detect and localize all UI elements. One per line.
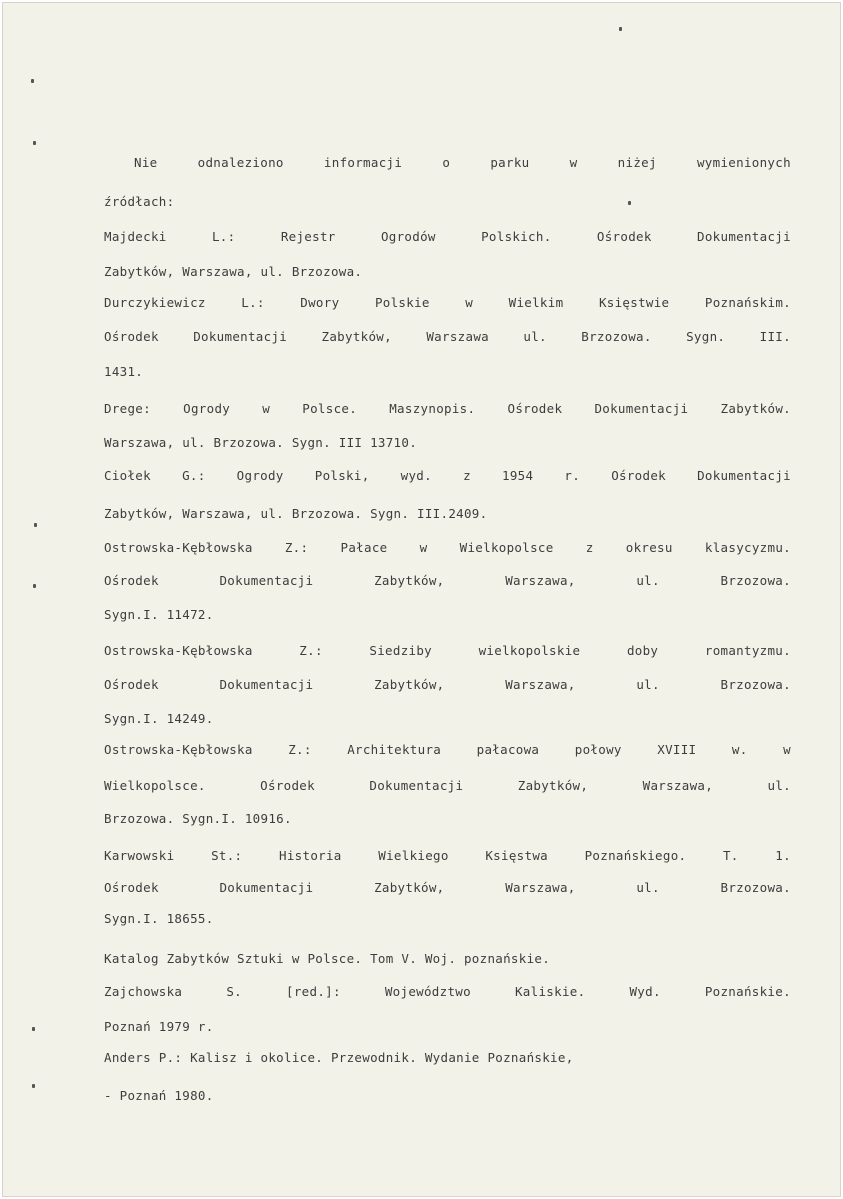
document-word: Wyd. [629,984,661,999]
document-word: Karwowski [104,848,175,863]
document-word: romantyzmu. [704,643,791,658]
document-word: Brzozowa. [720,573,791,588]
document-word: T. [722,848,739,863]
document-word: Warszawa, [505,573,576,588]
document-word: Ośrodek [104,677,159,692]
document-word: pałacowa [476,742,540,757]
document-word: Polski, [314,468,370,483]
document-word: Dokumentacji [193,329,288,344]
document-word: Zabytków, [374,880,445,895]
document-page [2,2,841,1197]
document-word: ul. [523,329,547,344]
document-word: Warszawa [426,329,489,344]
document-word: Ośrodek [611,468,666,483]
document-line [104,571,791,591]
document-word: III. [759,329,791,344]
document-word: Maszynopis. [389,401,476,416]
document-line [104,641,791,661]
document-word: Pałace [340,540,388,555]
document-word: Siedziby [369,643,432,658]
document-word: Warszawa, [505,880,576,895]
document-line: Katalog Zabytków Sztuki w Polsce. Tom V. Woj. poznańskie. [104,951,551,966]
document-word: Durczykiewicz [104,295,206,310]
document-word: z [585,540,594,555]
document-line: Sygn.I. 11472. [104,607,214,622]
document-word: Sygn. [686,329,726,344]
document-line: źródłach: [104,194,175,209]
document-line: Brzozowa. Sygn.I. 10916. [104,811,292,826]
document-word: r. [564,468,581,483]
document-word: połowy [574,742,622,757]
document-word: Zabytków, [321,329,392,344]
document-word: klasycyzmu. [704,540,791,555]
document-word: Ogrody [236,468,284,483]
document-line: Poznań 1979 r. [104,1019,214,1034]
document-word: Dokumentacji [369,778,464,793]
document-word: Warszawa, [642,778,714,793]
document-line [104,293,791,313]
document-word: Warszawa, [505,677,576,692]
document-word: Dokumentacji [219,677,314,692]
document-word: Z.: [288,742,312,757]
document-word: [red.]: [286,984,341,999]
document-word: ul. [767,778,791,793]
scan-speck [619,27,622,31]
document-word: Dokumentacji [697,468,791,483]
document-line: Zabytków, Warszawa, ul. Brzozowa. [104,264,363,279]
document-word: Rejestr [280,229,336,244]
document-word: Zabytków. [720,401,791,416]
document-word: Dwory [300,295,340,310]
document-word: Ośrodek [596,229,652,244]
document-word: Wielkopolsce. [104,778,206,793]
document-word: Ciołek [104,468,151,483]
document-word: Ogrody [183,401,231,416]
document-word: Ostrowska-Kębłowska [104,742,253,757]
document-word: Ośrodek [104,573,159,588]
document-word: Zabytków, [374,573,445,588]
document-word: Zabytków, [374,677,445,692]
document-word: Dokumentacji [594,401,689,416]
document-word: okresu [625,540,673,555]
document-word: informacji [323,155,403,170]
document-word: Zajchowska [104,984,183,999]
document-word: w [262,401,271,416]
document-word: Ośrodek [104,329,159,344]
document-word: o [442,155,451,170]
scan-speck [628,201,631,205]
document-word: niżej [617,155,657,170]
document-word: Księstwa [485,848,548,863]
document-word: Z.: [284,540,309,555]
document-line: Anders P.: Kalisz i okolice. Przewodnik. Wydanie Poznańskie, [104,1050,574,1065]
document-word: Brzozowa. [720,677,791,692]
document-word: Poznańskie. [704,984,791,999]
document-line [104,982,791,1002]
document-word: 1. [775,848,791,863]
document-word: Kaliskie. [514,984,586,999]
document-word: XVIII [657,742,697,757]
document-word: Województwo [384,984,471,999]
scan-speck [31,79,34,83]
document-line [104,538,791,558]
document-word: Wielkim [508,295,564,310]
document-word: Brzozowa. [720,880,791,895]
document-word: L.: [211,229,236,244]
document-line: - Poznań 1980. [104,1088,214,1103]
document-line: 1431. [104,364,144,379]
scan-speck [32,1027,35,1031]
document-line [104,740,791,760]
document-line [104,675,791,695]
document-word: Księstwie [598,295,670,310]
document-word: doby [626,643,659,658]
document-word: Polsce. [302,401,358,416]
document-word: w [465,295,474,310]
document-word: Majdecki [104,229,167,244]
document-word: Historia [279,848,342,863]
document-line [104,399,791,419]
document-line [104,878,791,898]
document-line: Sygn.I. 14249. [104,711,214,726]
document-line [104,776,791,796]
document-word: ul. [636,677,660,692]
document-word: Poznańskim. [704,295,791,310]
document-word: Ogrodów [380,229,436,244]
document-word: G.: [182,468,206,483]
document-word: parku [490,155,530,170]
document-word: Architektura [347,742,442,757]
document-word: Ośrodek [260,778,315,793]
document-word: St.: [211,848,243,863]
scan-speck [33,584,36,588]
document-word: Zabytków, [517,778,589,793]
document-word: wyd. [400,468,432,483]
document-word: wymienionych [696,155,791,170]
document-word: Polskich. [481,229,552,244]
document-word: Wielkiego [378,848,449,863]
scan-speck [34,523,37,527]
document-word: ul. [636,880,660,895]
document-word: w [569,155,578,170]
document-word: Z.: [299,643,323,658]
document-word: Nie [134,155,158,170]
document-line [104,227,791,247]
document-word: wielkopolskie [478,643,581,658]
scan-speck [33,141,36,145]
document-word: L.: [241,295,265,310]
document-word: Brzozowa. [581,329,652,344]
document-word: Ośrodek [104,880,159,895]
document-word: 1954 [502,468,534,483]
document-line: Warszawa, ul. Brzozowa. Sygn. III 13710. [104,435,418,450]
document-word: w [783,742,791,757]
document-word: w [419,540,428,555]
document-line [104,466,791,486]
document-line [134,153,791,173]
document-word: Dokumentacji [219,880,314,895]
document-word: Drege: [104,401,151,416]
document-word: Poznańskiego. [584,848,687,863]
document-word: Ostrowska-Kębłowska [104,540,253,555]
document-line [104,846,791,866]
document-word: Dokumentacji [697,229,791,244]
document-line [104,327,791,347]
document-word: S. [226,984,242,999]
document-word: w. [731,742,748,757]
document-word: Dokumentacji [219,573,314,588]
document-word: odnaleziono [197,155,284,170]
document-word: ul. [636,573,660,588]
document-word: Ośrodek [507,401,563,416]
document-word: z [463,468,471,483]
document-line: Sygn.I. 18655. [104,911,214,926]
scan-speck [32,1084,35,1088]
document-word: Wielkopolsce [459,540,554,555]
document-word: Polskie [374,295,430,310]
document-word: Ostrowska-Kębłowska [104,643,253,658]
document-line: Zabytków, Warszawa, ul. Brzozowa. Sygn. III.2409. [104,506,488,521]
